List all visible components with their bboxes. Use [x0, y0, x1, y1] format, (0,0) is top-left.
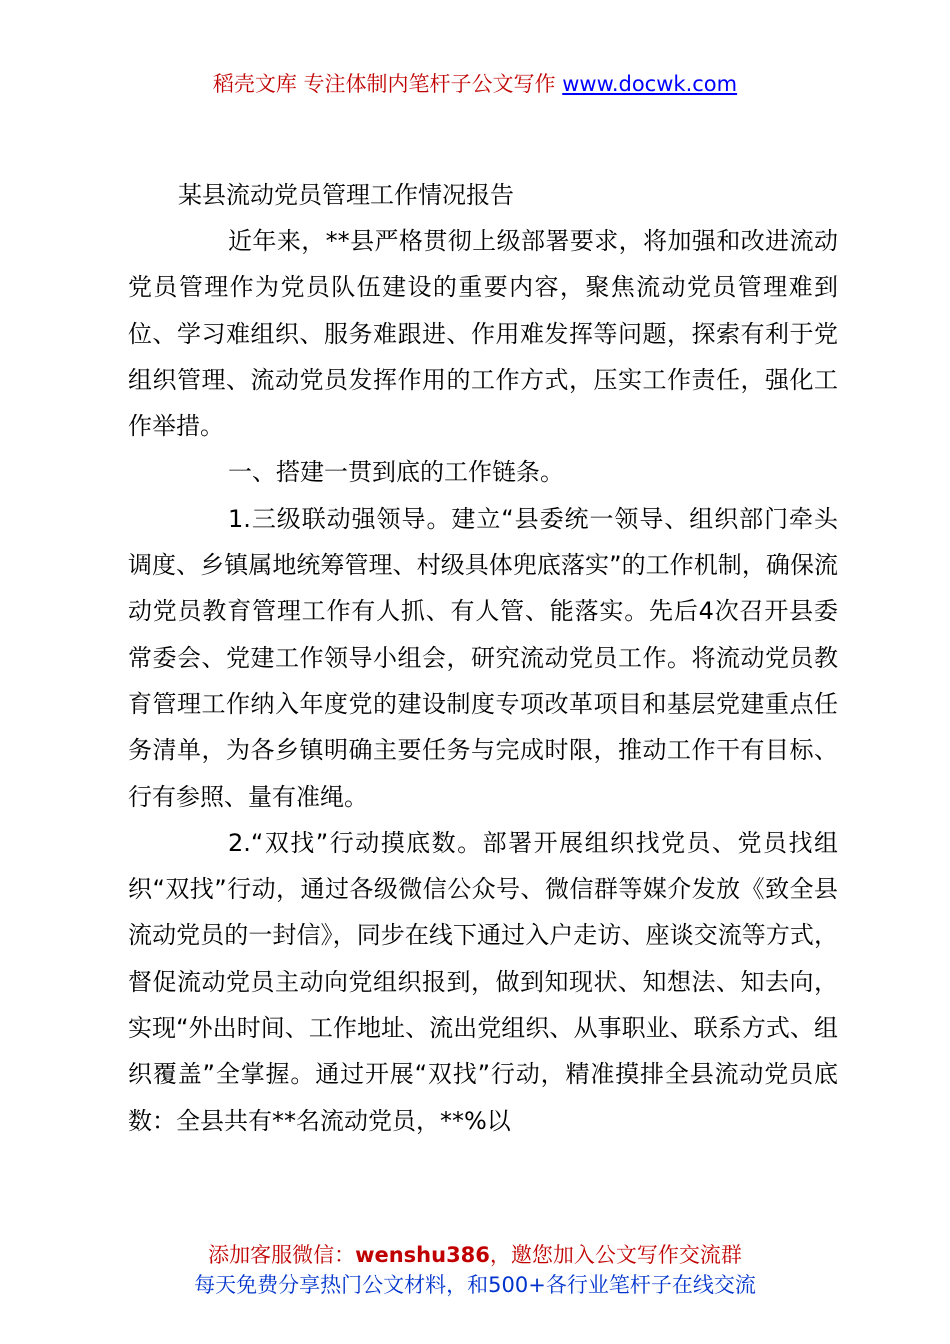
header-website-link[interactable]: www.docwk.com	[562, 72, 738, 96]
page-header	[0, 68, 950, 100]
footer-line-contact	[0, 1240, 950, 1270]
page-footer	[0, 1240, 950, 1300]
footer-contact-prefix: 添加客服微信：	[208, 1243, 356, 1267]
document-title: 某县流动党员管理工作情况报告	[178, 181, 514, 209]
section-heading-1: 一、搭建一贯到底的工作链条。	[228, 458, 564, 487]
footer-wechat-id: wenshu386	[355, 1243, 490, 1267]
paragraph-item-1: 1.三级联动强领导。建立“县委统一领导、组织部门牵头调度、乡镇属地统筹管理、村级具体兜底落实”的工作机制，确保流动党员教育管理工作有人抓、有人管、能落实。先后4次召开县委常委会、党建工作领导小组会，研究流动党员工作。将流动党员教育管理工作纳入年度党的建设制度专项改革项目和基层党建重点任务清单，为各乡镇明确主要任务与完成时限，推动工作干有目标、行有参照、量有准绳。	[128, 504, 838, 811]
footer-line-promo: 每天免费分享热门公文材料，和500+各行业笔杆子在线交流	[194, 1273, 756, 1297]
header-brand-text: 稻壳文库 专注体制内笔杆子公文写作	[212, 72, 563, 96]
footer-contact-suffix: ，邀您加入公文写作交流群	[489, 1243, 742, 1267]
paragraph-intro: 近年来，**县严格贯彻上级部署要求，将加强和改进流动党员管理作为党员队伍建设的重要内容，聚焦流动党员管理难到位、学习难组织、服务难跟进、作用难发挥等问题，探索有利于党组织管理、流动党员发挥作用的工作方式，压实工作责任，强化工作举措。	[128, 227, 838, 441]
document-body	[128, 172, 838, 1144]
paragraph-item-2: 2.“双找”行动摸底数。部署开展组织找党员、党员找组织“双找”行动，通过各级微信公众号、微信群等媒介发放《致全县流动党员的一封信》，同步在线下通过入户走访、座谈交流等方式，督促流动党员主动向党组织报到，做到知现状、知想法、知去向，实现“外出时间、工作地址、流出党组织、从事职业、联系方式、组织覆盖”全掌握。通过开展“双找”行动，精准摸排全县流动党员底数：全县共有**名流动党员，**%以	[128, 828, 838, 1135]
